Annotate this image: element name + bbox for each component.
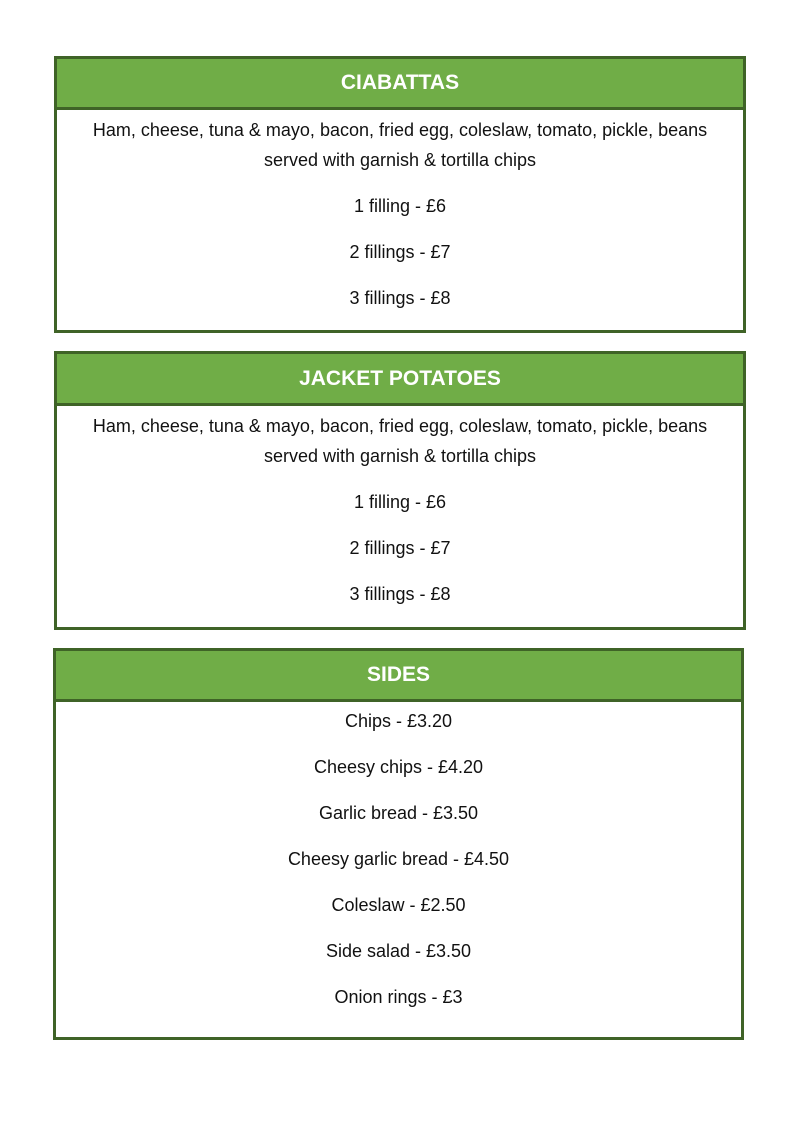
side-item-cheesy-chips: Cheesy chips - £4.20 [313, 757, 484, 777]
ciabattas-section [54, 56, 746, 333]
ciabattas-description-line: served with garnish & tortilla chips [263, 150, 537, 170]
jacket-potatoes-description-line: served with garnish & tortilla chips [263, 446, 537, 466]
jacket-potatoes-price-2-fillings: 2 fillings - £7 [349, 538, 451, 558]
ciabattas-body [57, 110, 743, 313]
side-item-garlic-bread: Garlic bread - £3.50 [318, 803, 479, 823]
jacket-potatoes-price-3-fillings: 3 fillings - £8 [349, 584, 451, 604]
sides-section [53, 648, 744, 1040]
side-item-coleslaw: Coleslaw - £2.50 [331, 895, 466, 915]
ciabattas-price-3-fillings: 3 fillings - £8 [349, 288, 451, 308]
ciabattas-header [57, 59, 743, 110]
ciabattas-price-2-fillings: 2 fillings - £7 [349, 242, 451, 262]
jacket-potatoes-section [54, 351, 746, 630]
jacket-potatoes-body [57, 406, 743, 609]
ciabattas-title: CIABATTAS [340, 71, 460, 94]
sides-title: SIDES [366, 663, 431, 686]
side-item-onion-rings: Onion rings - £3 [334, 987, 463, 1007]
jacket-potatoes-header [57, 354, 743, 406]
side-item-chips: Chips - £3.20 [344, 711, 453, 731]
jacket-potatoes-price-1-filling: 1 filling - £6 [353, 492, 447, 512]
ciabattas-description-line: Ham, cheese, tuna & mayo, bacon, fried egg, coleslaw, tomato, pickle, beans [92, 120, 708, 140]
jacket-potatoes-title: JACKET POTATOES [299, 366, 501, 390]
side-item-cheesy-garlic-bread: Cheesy garlic bread - £4.50 [287, 849, 510, 869]
ciabattas-price-1-filling: 1 filling - £6 [353, 196, 447, 216]
sides-header [56, 651, 741, 702]
jacket-potatoes-description-line: Ham, cheese, tuna & mayo, bacon, fried egg, coleslaw, tomato, pickle, beans [92, 416, 708, 436]
sides-body [56, 702, 741, 1012]
side-item-side-salad: Side salad - £3.50 [325, 941, 472, 961]
